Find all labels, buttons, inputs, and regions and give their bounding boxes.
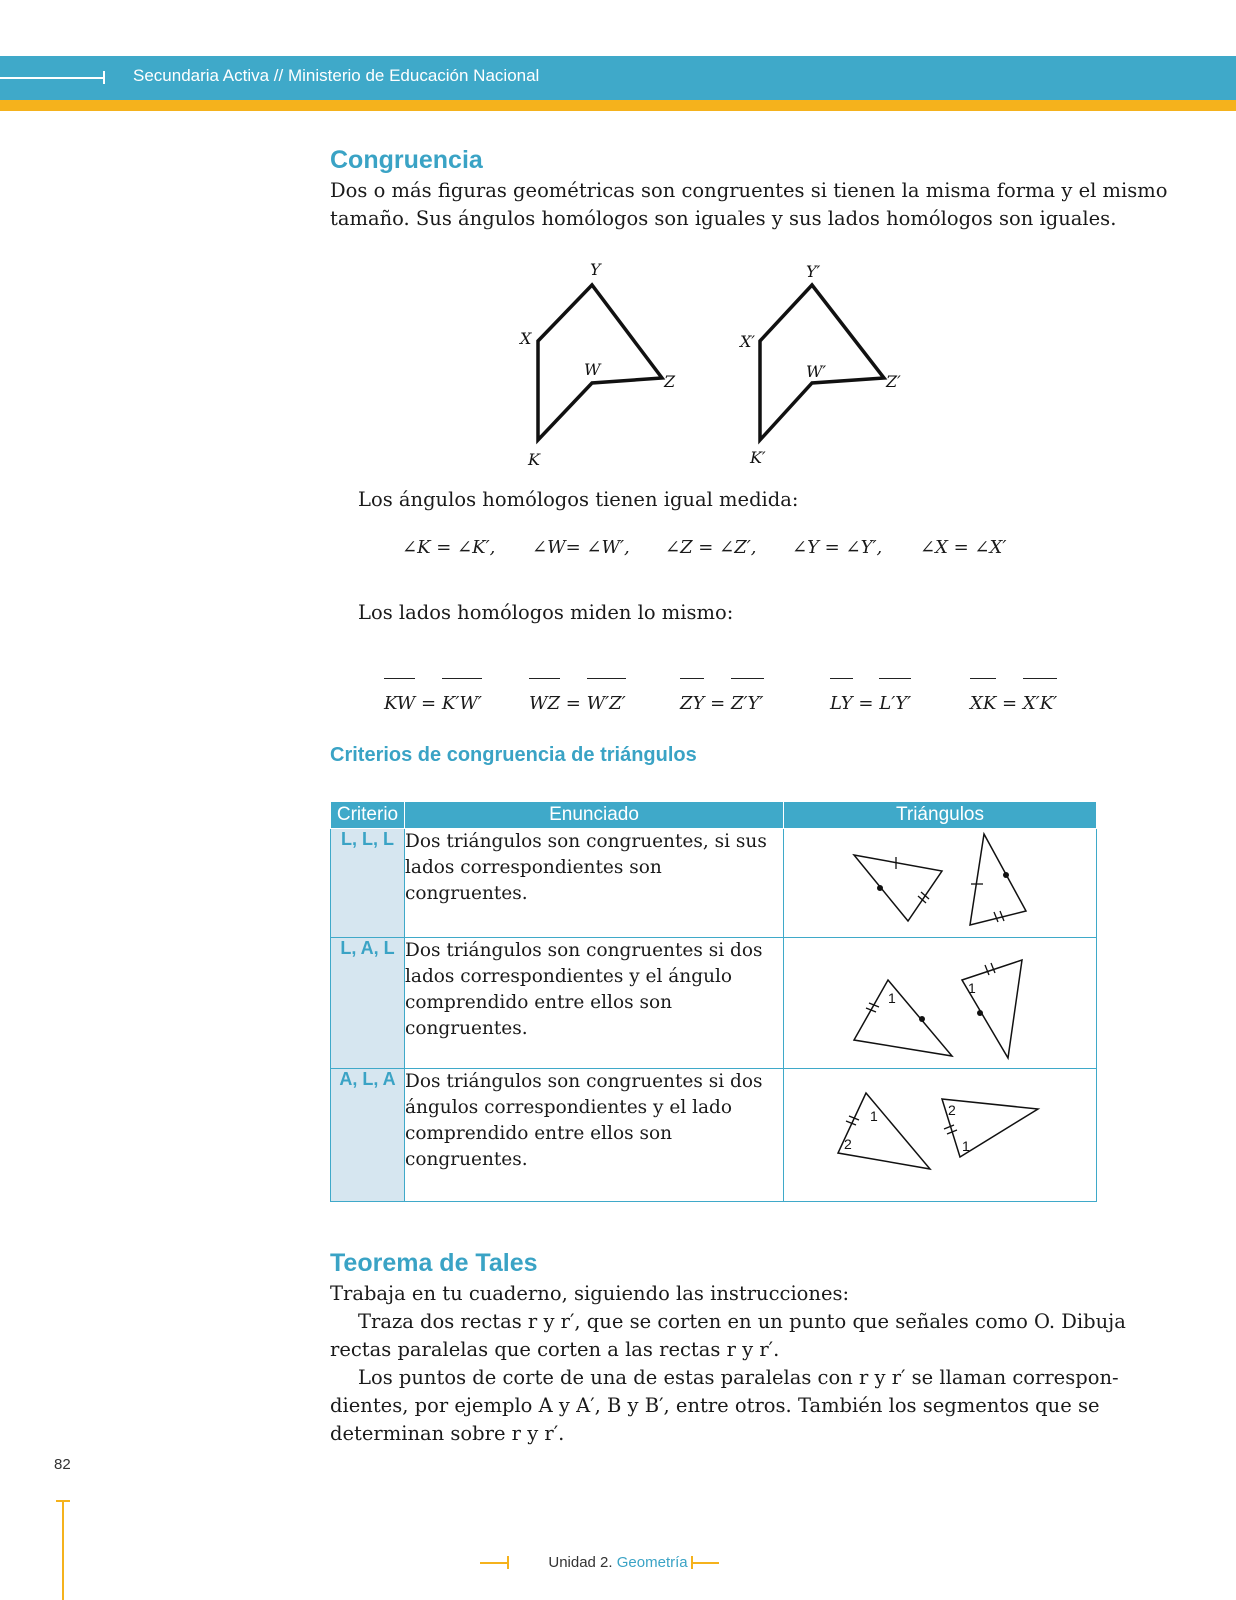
side-equality-kw: [384, 678, 482, 714]
angles-intro: Los ángulos homólogos tienen igual medida:: [358, 488, 799, 511]
segment-wz-prime: W′Z′: [587, 678, 626, 714]
segment-zy-prime: Z′Y′: [731, 678, 764, 714]
label-w-prime: W′: [806, 362, 827, 381]
tales-paragraph-2-line-2: rectas paralelas que corten a las rectas r y r′.: [330, 1338, 780, 1361]
angle-mark-2: 2: [948, 1102, 956, 1118]
label-z-prime: Z′: [886, 372, 901, 391]
triangles-lal-diagram: [784, 938, 1097, 1064]
criterion-ala: A, L, A: [331, 1069, 405, 1202]
tales-paragraph-2-line-1: Traza dos rectas r y r′, que se corten en un punto que señales como O. Dibuja: [358, 1310, 1126, 1333]
section-title-criterios: Criterios de congruencia de triángulos: [330, 744, 697, 766]
side-equality-ly: [830, 678, 911, 714]
congruencia-definition-line-1: Dos o más figuras geométricas son congruentes si tienen la misma forma y el mismo: [330, 179, 1168, 202]
triangles-lal-cell: [784, 938, 1097, 1069]
label-w: W: [584, 360, 601, 379]
equals-sign: =: [858, 693, 874, 714]
statement-ala: Dos triángulos son congruentes si dos ángulos correspondientes y el lado comprendido entre ellos son congruentes.: [405, 1069, 784, 1202]
segment-ly-prime: L′Y′: [879, 678, 911, 714]
segment-wz: WZ: [529, 678, 560, 714]
header-title: Secundaria Activa // Ministerio de Educación Nacional: [133, 66, 540, 85]
tales-paragraph-3-line-2: dientes, por ejemplo A y A′, B y B′, entre otros. También los segmentos que se: [330, 1394, 1100, 1417]
table-row: [331, 938, 1097, 1069]
footer-subject: Geometría: [616, 1554, 688, 1571]
tales-paragraph-1: Trabaja en tu cuaderno, siguiendo las instrucciones:: [330, 1282, 850, 1305]
column-header-enunciado: Enunciado: [405, 802, 784, 829]
label-y: Y: [590, 260, 601, 279]
statement-lll: Dos triángulos son congruentes, si sus lados correspondientes son congruentes.: [405, 829, 784, 938]
label-z: Z: [664, 372, 676, 391]
angle-equality-w: ∠W= ∠W′,: [532, 537, 630, 558]
triangles-lll-cell: [784, 829, 1097, 938]
segment-kw: KW: [384, 678, 415, 714]
margin-decor-line: [62, 1500, 64, 1600]
label-y-prime: Y′: [806, 262, 821, 281]
side-equality-zy: [680, 678, 764, 714]
label-x-prime: X′: [740, 332, 756, 351]
equals-sign: =: [710, 693, 726, 714]
section-title-congruencia: Congruencia: [330, 146, 483, 174]
section-title-tales: Teorema de Tales: [330, 1249, 538, 1277]
angle-mark-1: 1: [968, 980, 976, 996]
statement-lal: Dos triángulos son congruentes si dos lados correspondientes y el ángulo comprendido entre ellos son congruentes.: [405, 938, 784, 1069]
segment-xk: XK: [970, 678, 996, 714]
table-row: [331, 1069, 1097, 1202]
footer: [0, 1554, 1236, 1571]
segment-xk-prime: X′K′: [1023, 678, 1057, 714]
column-header-criterio: Criterio: [331, 802, 405, 829]
angle-equality-y: ∠Y = ∠Y′,: [792, 537, 883, 558]
column-header-triangulos: Triángulos: [784, 802, 1097, 829]
criterion-lal: L, A, L: [331, 938, 405, 1069]
equals-sign: =: [1002, 693, 1018, 714]
congruencia-definition-line-2: tamaño. Sus ángulos homólogos son iguales y sus lados homólogos son iguales.: [330, 207, 1117, 230]
congruent-polygons-figure: [500, 255, 920, 470]
triangles-lll-diagram: [784, 829, 1097, 933]
segment-zy: ZY: [680, 678, 704, 714]
equals-sign: =: [565, 693, 581, 714]
angle-equality-x: ∠X = ∠X′: [920, 537, 1007, 558]
sides-intro: Los lados homólogos miden lo mismo:: [358, 601, 734, 624]
criterion-lll: L, L, L: [331, 829, 405, 938]
angle-mark-1: 1: [888, 990, 896, 1006]
header-decor-tick: [103, 71, 105, 84]
triangles-ala-diagram: [784, 1069, 1097, 1197]
header-decor-line: [0, 77, 104, 79]
page-number: 82: [54, 1456, 71, 1473]
criteria-table: [330, 801, 1097, 1202]
table-header-row: [331, 802, 1097, 829]
angle-mark-1: 1: [870, 1108, 878, 1124]
segment-kw-prime: K′W′: [442, 678, 482, 714]
side-equality-xk: [970, 678, 1057, 714]
segment-ly: LY: [830, 678, 853, 714]
header-accent-stripe: [0, 100, 1236, 111]
table-row: [331, 829, 1097, 938]
footer-decor-right: [691, 1562, 719, 1564]
angle-equality-k: ∠K = ∠K′,: [402, 537, 496, 558]
angle-mark-2: 2: [844, 1136, 852, 1152]
label-k: K: [528, 450, 540, 469]
label-x: X: [520, 329, 532, 348]
equals-sign: =: [421, 693, 437, 714]
tales-paragraph-3-line-1: Los puntos de corte de una de estas paralelas con r y r′ se llaman correspon-: [358, 1366, 1119, 1389]
triangles-ala-cell: [784, 1069, 1097, 1202]
footer-unit: Unidad 2.: [548, 1554, 613, 1571]
side-equality-wz: [529, 678, 626, 714]
label-k-prime: K′: [750, 448, 766, 467]
tales-paragraph-3-line-3: determinan sobre r y r′.: [330, 1422, 565, 1445]
angle-mark-1: 1: [962, 1138, 970, 1154]
angle-equality-z: ∠Z = ∠Z′,: [665, 537, 757, 558]
